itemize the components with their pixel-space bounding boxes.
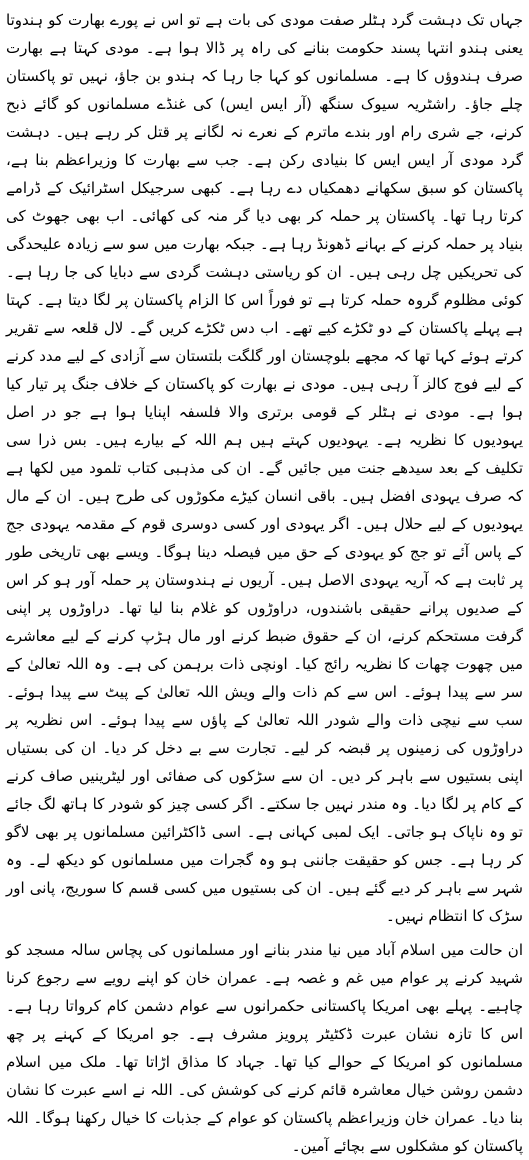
article-body bbox=[6, 6, 523, 1160]
article-paragraph-1: جہاں تک دہشت گرد ہٹلر صفت مودی کی بات ہے تو اس نے پورے بھارت کو ہندوتا یعنی ہندو انتہا پسند حکومت بنانے کی راہ پر ڈالا ہوا ہے۔ مودی کہتا ہے بھارت صرف ہندوؤں کا ہے۔ مسلمانوں کو کہا جا رہا کہ ہندو بن جاؤ، نہیں تو پاکستان چلے جاؤ۔ راشٹریہ سیوک سنگھ (آر ایس ایس) کی غنڈے مسلمانوں کو گائے ذبح کرنے، جے شری رام اور بندے ماترم کے نعرے نہ لگانے پر قتل کر رہے ہیں۔ دہشت گرد مودی آر ایس ایس کا بنیادی رکن ہے۔ جب سے بھارت کا وزیراعظم بنا ہے، پاکستان کو سبق سکھانے دھمکیاں دے رہا ہے۔ کبھی سرجیکل اسٹرائیک کے ڈرامے کرتا رہا تھا۔ پاکستان پر حملہ کر بھی دیا گر منہ کی کھائی۔ اب بھی جھوٹ کی بنیاد پر حملہ کرنے کے بہانے ڈھونڈ رہا ہے۔ جبکہ بھارت میں سو سے زیادہ علیحدگی کی تحریکیں چل رہی ہیں۔ ان کو ریاستی دہشت گردی سے دبایا کی جا رہا ہے۔ کوئی مظلوم گروہ حملہ کرتا ہے تو فوراً اس کا الزام پاکستان پر لگا دیتا ہے۔ کہتا ہے پہلے پاکستان کے دو ٹکڑے کیے تھے۔ اب دس ٹکڑے کریں گے۔ لال قلعہ سے تقریر کرتے ہوئے کہا تھا کہ مجھے بلوچستان اور گلگت بلتستان سے آزادی کے لیے مدد کرنے کے لیے فوج کالز آ رہی ہیں۔ مودی نے بھارت کو پاکستان کے خلاف جنگ پر تیار کیا ہوا ہے۔ مودی نے ہٹلر کے قومی برتری والا فلسفہ اپنایا ہوا ہے جو در اصل یہودیوں کا نظریہ ہے۔ یہودیوں کہتے ہیں ہم اللہ کے بیارے ہیں۔ بس ذرا سی تکلیف کے بعد سیدھے جنت میں جائیں گے۔ ان کی مذہبی کتاب تلمود میں لکھا ہے کہ صرف یہودی افضل ہیں۔ باقی انسان کیڑے مکوڑوں کی طرح ہیں۔ ان کے مال یہودیوں کے لیے حلال ہیں۔ اگر یہودی اور کسی دوسری قوم کے مقدمہ یہودی جج کے پاس آئے تو جج کو یہودی کے حق میں فیصلہ دینا ہوگا۔ ویسے بھی تاریخی طور پر ثابت ہے کہ آریہ یہودی الاصل ہیں۔ آریوں نے ہندوستان پر حملہ آور ہو کر اس کے صدیوں پرانے حقیقی باشندوں، دراوڑوں کو غلام بنا لیا تھا۔ دراوڑوں پر اپنی گرفت مستحکم کرنے، ان کے حقوق ضبط کرنے اور مال ہڑپ کرنے کے لیے معاشرے میں چھوت چھات کا نظریہ رائج کیا۔ اونچی ذات برہمن کی ہے۔ وہ اللہ تعالیٰ کے سر سے پیدا ہوئے۔ اس سے کم ذات والے ویش اللہ تعالیٰ کے پیٹ سے پیدا ہوئے۔ سب سے نیچی ذات والے شودر اللہ تعالیٰ کے پاؤں سے پیدا ہوئے۔ اس نظریہ پر دراوڑوں کی زمینوں پر قبضہ کر لیے۔ تجارت سے بے دخل کر دیا۔ ان کی بستیاں اپنی بستیوں سے باہر کر دیں۔ ان سے سڑکوں کی صفائی اور لیٹرینیں صاف کرنے کے کام پر لگا دیا۔ وہ مندر نہیں جا سکتے۔ اگر کسی چیز کو شودر کا ہاتھ لگ جائے تو وہ ناپاک ہو جاتی۔ ایک لمبی کہانی ہے۔ اسی ڈاکٹرائین مسلمانوں پر بھی لاگو کر رہا ہے۔ جس کو حقیقت جاننی ہو وہ گجرات میں مسلمانوں کو دیکھ لے۔ وہ شہر سے باہر کر دیے گئے ہیں۔ ان کی بستیوں میں کسی قسم کا سوریج، پانی اور سڑک کا انتظام نہیں۔ bbox=[6, 11, 523, 925]
article-paragraph-2: ان حالت میں اسلام آباد میں نیا مندر بنانے اور مسلمانوں کی پچاس سالہ مسجد کو شہید کرنے پر عوام میں غم و غصہ ہے۔ عمران خان کو اپنے رویے سے رجوع کرنا چاہیے۔ پہلے بھی امریکا پاکستانی حکمرانوں سے عوام دشمن کام کرواتا رہا ہے۔ اس کا تازہ نشان عبرت ڈکٹیٹر پرویز مشرف ہے۔ جو امریکا کے کہنے پر چھ مسلمانوں کو امریکا کے حوالے کیا تھا۔ جہاد کا مذاق اڑاتا تھا۔ ملک میں اسلام دشمن روشن خیال معاشرہ قائم کرنے کی کوشش کی۔ اللہ نے اسے عبرت کا نشان بنا دیا۔ عمران خان وزیراعظم پاکستان کو عوام کے جذبات کا خیال رکھنا ہوگا۔ اللہ پاکستان کو مشکلوں سے بچائے آمین۔ bbox=[6, 941, 523, 1155]
